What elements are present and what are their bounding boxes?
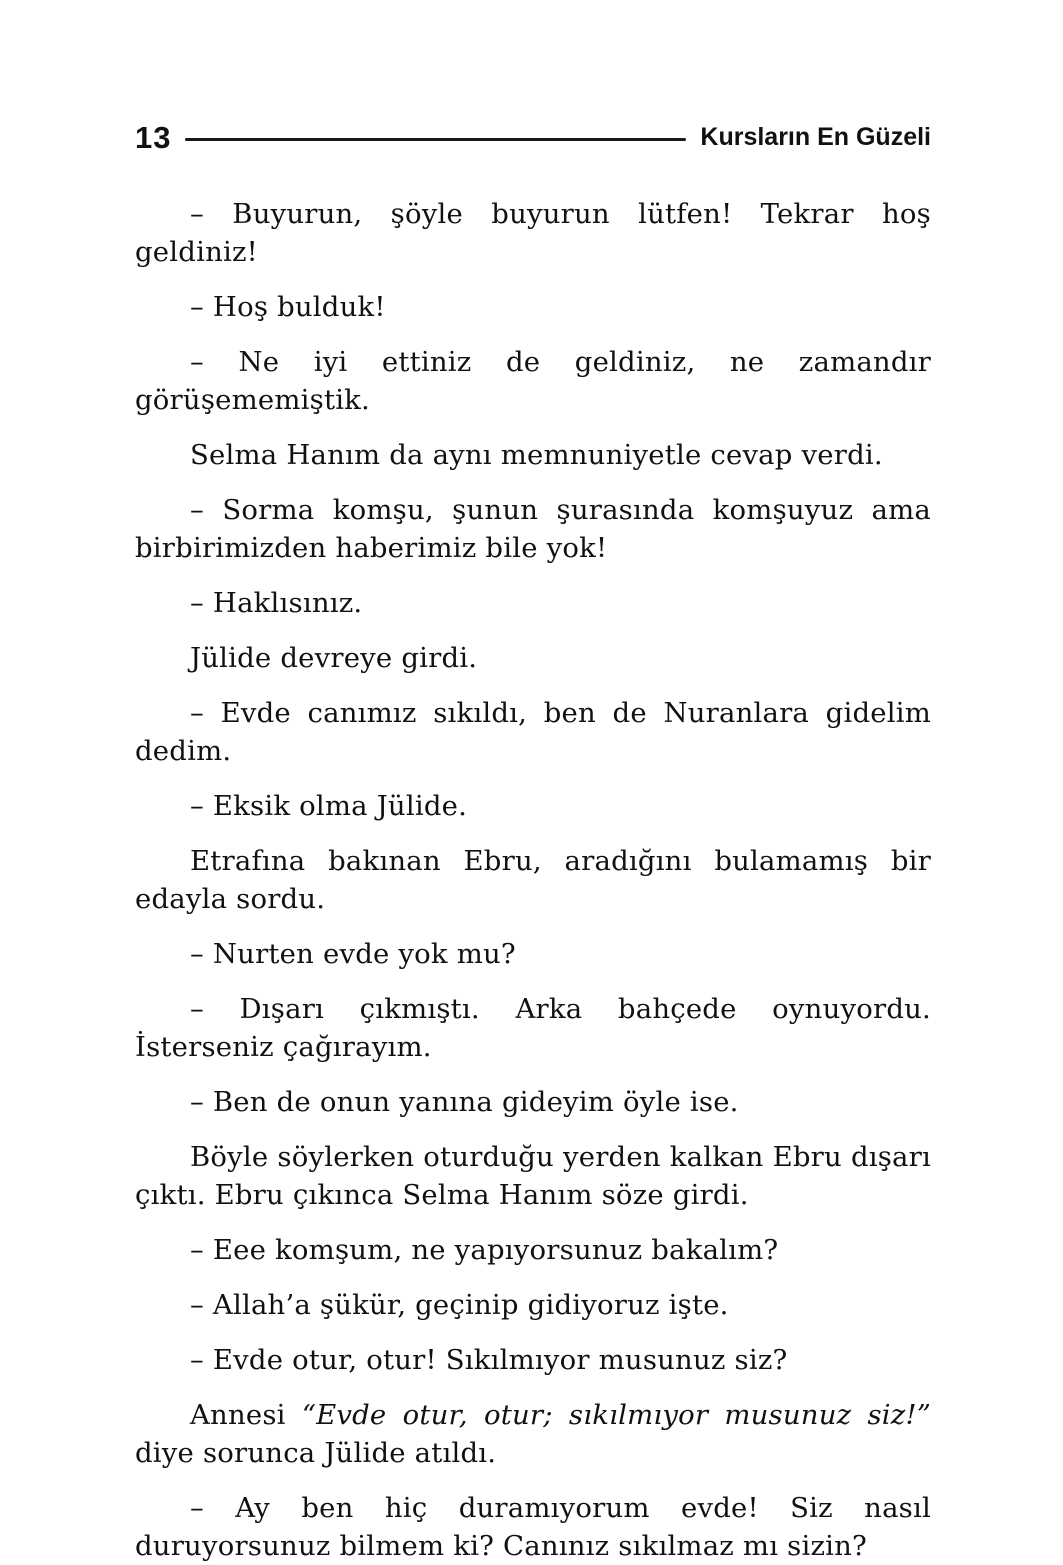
paragraph: [135, 491, 931, 567]
paragraph: [135, 1286, 931, 1324]
paragraph: [135, 343, 931, 419]
paragraph: [135, 195, 931, 271]
paragraph: [135, 288, 931, 326]
paragraph: [135, 787, 931, 825]
paragraph-text: – Nurten evde yok mu?: [190, 938, 516, 970]
paragraph-text: – Sorma komşu, şunun şurasında komşuyuz ama birbirimizden haberimiz bile yok!: [135, 494, 931, 564]
paragraph-text: – Ay ben hiç duramıyorum evde! Siz nasıl duruyorsunuz bilmem ki? Canınız sıkılmaz mı sizin?: [135, 1492, 931, 1562]
paragraph-text: – Evde canımız sıkıldı, ben de Nuranlara gidelim dedim.: [135, 697, 931, 767]
quoted-italic-text: “Evde otur, otur; sıkılmıyor musunuz siz!”: [301, 1399, 931, 1431]
page-number: 13: [135, 120, 172, 155]
paragraph: [135, 1138, 931, 1214]
book-title: Kursların En Güzeli: [700, 123, 931, 151]
paragraph: [135, 1231, 931, 1269]
paragraph-text: – Ne iyi ettiniz de geldiniz, ne zamandır görüşememiştik.: [135, 346, 931, 416]
paragraph: [135, 1083, 931, 1121]
paragraph-text: Böyle söylerken oturduğu yerden kalkan Ebru dışarı çıktı. Ebru çıkınca Selma Hanım söze girdi.: [135, 1141, 931, 1211]
paragraph-text: – Buyurun, şöyle buyurun lütfen! Tekrar hoş geldiniz!: [135, 198, 931, 268]
paragraph: [135, 639, 931, 677]
paragraph: [135, 842, 931, 918]
paragraph-text: – Evde otur, otur! Sıkılmıyor musunuz siz?: [190, 1344, 788, 1376]
paragraph-text: – Dışarı çıkmıştı. Arka bahçede oynuyordu. İsterseniz çağırayım.: [135, 993, 931, 1063]
paragraph-text: – Hoş bulduk!: [190, 291, 386, 323]
paragraph: [135, 436, 931, 474]
paragraph: [135, 694, 931, 770]
paragraph-text: Annesi: [190, 1399, 302, 1431]
page-header: [135, 122, 931, 153]
page-body: [135, 195, 931, 1565]
paragraph-text: – Allah’a şükür, geçinip gidiyoruz işte.: [190, 1289, 729, 1321]
paragraph-text: Etrafına bakınan Ebru, aradığını bulamamış bir edayla sordu.: [135, 845, 931, 915]
paragraph-text: – Haklısınız.: [190, 587, 363, 619]
paragraph-text: – Eee komşum, ne yapıyorsunuz bakalım?: [190, 1234, 779, 1266]
paragraph: [135, 1341, 931, 1379]
paragraph: [135, 584, 931, 622]
paragraph: [135, 1396, 931, 1472]
paragraph: [135, 935, 931, 973]
header-rule: [185, 138, 686, 141]
paragraph-text: – Eksik olma Jülide.: [190, 790, 468, 822]
paragraph-text: diye sorunca Jülide atıldı.: [135, 1437, 497, 1469]
paragraph: [135, 1489, 931, 1565]
paragraph-text: Selma Hanım da aynı memnuniyetle cevap verdi.: [190, 439, 883, 471]
paragraph-text: – Ben de onun yanına gideyim öyle ise.: [190, 1086, 739, 1118]
paragraph-text: Jülide devreye girdi.: [190, 642, 478, 674]
paragraph: [135, 990, 931, 1066]
